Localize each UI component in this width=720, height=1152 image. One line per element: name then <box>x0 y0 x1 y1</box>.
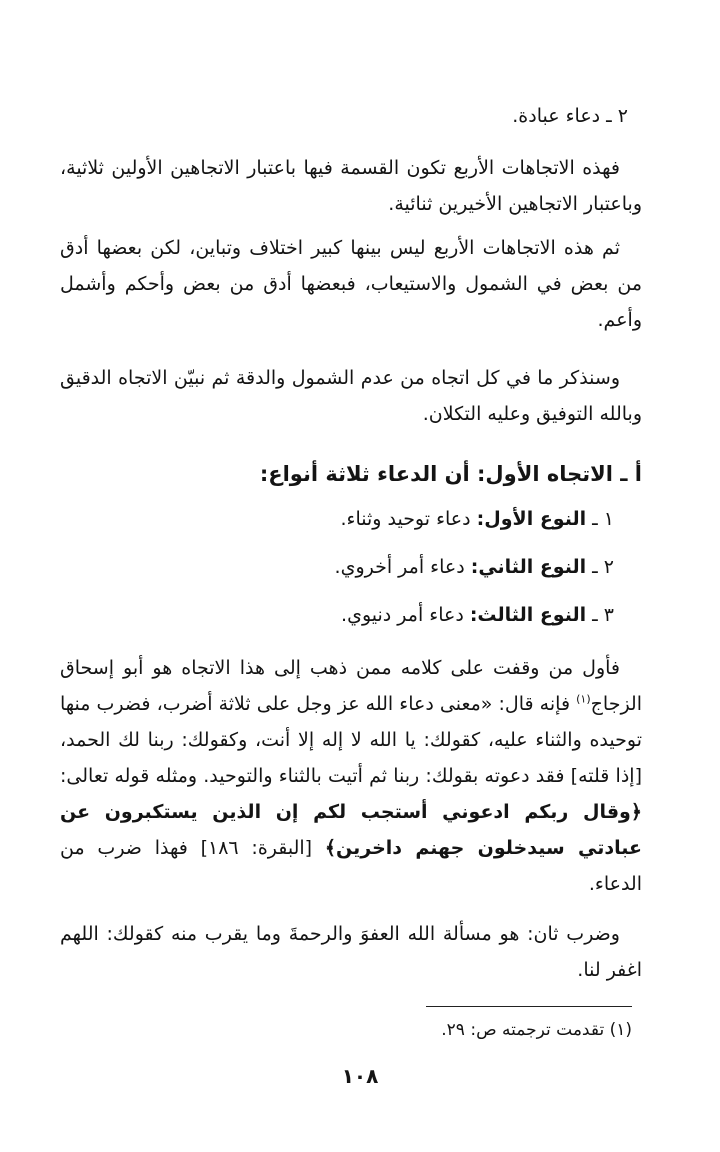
type-label: النوع الثالث: <box>469 604 587 626</box>
section-heading: أ ـ الاتجاه الأول: أن الدعاء ثلاثة أنواع: <box>259 462 642 486</box>
paragraph-plan <box>60 360 642 432</box>
quran-verse: ﴿وقال ربكم ادعوني أستجب لكم إن الذين يستكبرون عن عبادتي سيدخلون جهنم داخرين﴾ <box>60 801 642 859</box>
paragraph-second-kind <box>60 916 642 988</box>
paragraph-text: وسنذكر ما في كل اتجاه من عدم الشمول والدقة ثم نبيّن الاتجاه الدقيق وبالله التوفيق وعليه التكلان. <box>60 367 642 425</box>
list-item-type-2 <box>335 556 614 578</box>
type-number: ٢ ـ <box>592 556 614 578</box>
type-label: النوع الثاني: <box>470 556 587 578</box>
quote-part-a: فأول من وقفت على كلامه ممن ذهب إلى هذا الاتجاه هو أبو إسحاق الزجاج <box>60 657 642 715</box>
intro-line <box>60 98 642 134</box>
quote-part-c: [البقرة: ١٨٦] فهذا ضرب من الدعاء. <box>60 837 642 895</box>
paragraph-text: وضرب ثان: هو مسألة الله العفوَ والرحمةَ وما يقرب منه كقولك: اللهم اغفر لنا. <box>60 923 642 981</box>
paragraph-text: فهذه الاتجاهات الأربع تكون القسمة فيها باعتبار الاتجاهين الأولين ثلاثية، وباعتبار الاتجاهين الأخيرين ثنائية. <box>60 157 642 215</box>
type-number: ٣ ـ <box>592 604 614 626</box>
type-description: دعاء توحيد وثناء. <box>340 508 471 530</box>
list-item-type-3 <box>341 604 614 626</box>
list-item-worship-prayer: ٢ ـ دعاء عبادة. <box>512 105 628 127</box>
footnote: (١) تقدمت ترجمته ص: ٢٩. <box>441 1020 632 1040</box>
footnote-divider <box>426 1006 632 1007</box>
paragraph-classification <box>60 150 642 222</box>
type-label: النوع الأول: <box>476 508 587 530</box>
footnote-marker: (١) <box>576 692 591 706</box>
list-item-type-1 <box>340 508 614 530</box>
page-number: ١٠٨ <box>341 1064 379 1088</box>
type-description: دعاء أمر أخروي. <box>334 556 465 578</box>
paragraph-text: ثم هذه الاتجاهات الأربع ليس بينها كبير اختلاف وتباين، لكن بعضها أدق من بعض في الشمول والاستيعاب، فبعضها أدق من بعض وأحكم وأشمل وأعم. <box>60 237 642 331</box>
type-description: دعاء أمر دنيوي. <box>341 604 464 626</box>
paragraph-text <box>60 650 642 902</box>
paragraph-zajjaj-quote <box>60 650 642 902</box>
type-number: ١ ـ <box>592 508 614 530</box>
quote-part-b: فإنه قال: «معنى دعاء الله عز وجل على ثلاثة أضرب، فضرب منها توحيده والثناء عليه، كقولك: يا الله لا إله إلا أنت، وكقولك: ربنا لك الحمد، [إذا قلته] فقد دعوته بقولك: ربنا ثم أتيت بالثناء والتوحيد. ومثله قوله تعالى: <box>60 693 642 787</box>
paragraph-differences <box>60 230 642 338</box>
